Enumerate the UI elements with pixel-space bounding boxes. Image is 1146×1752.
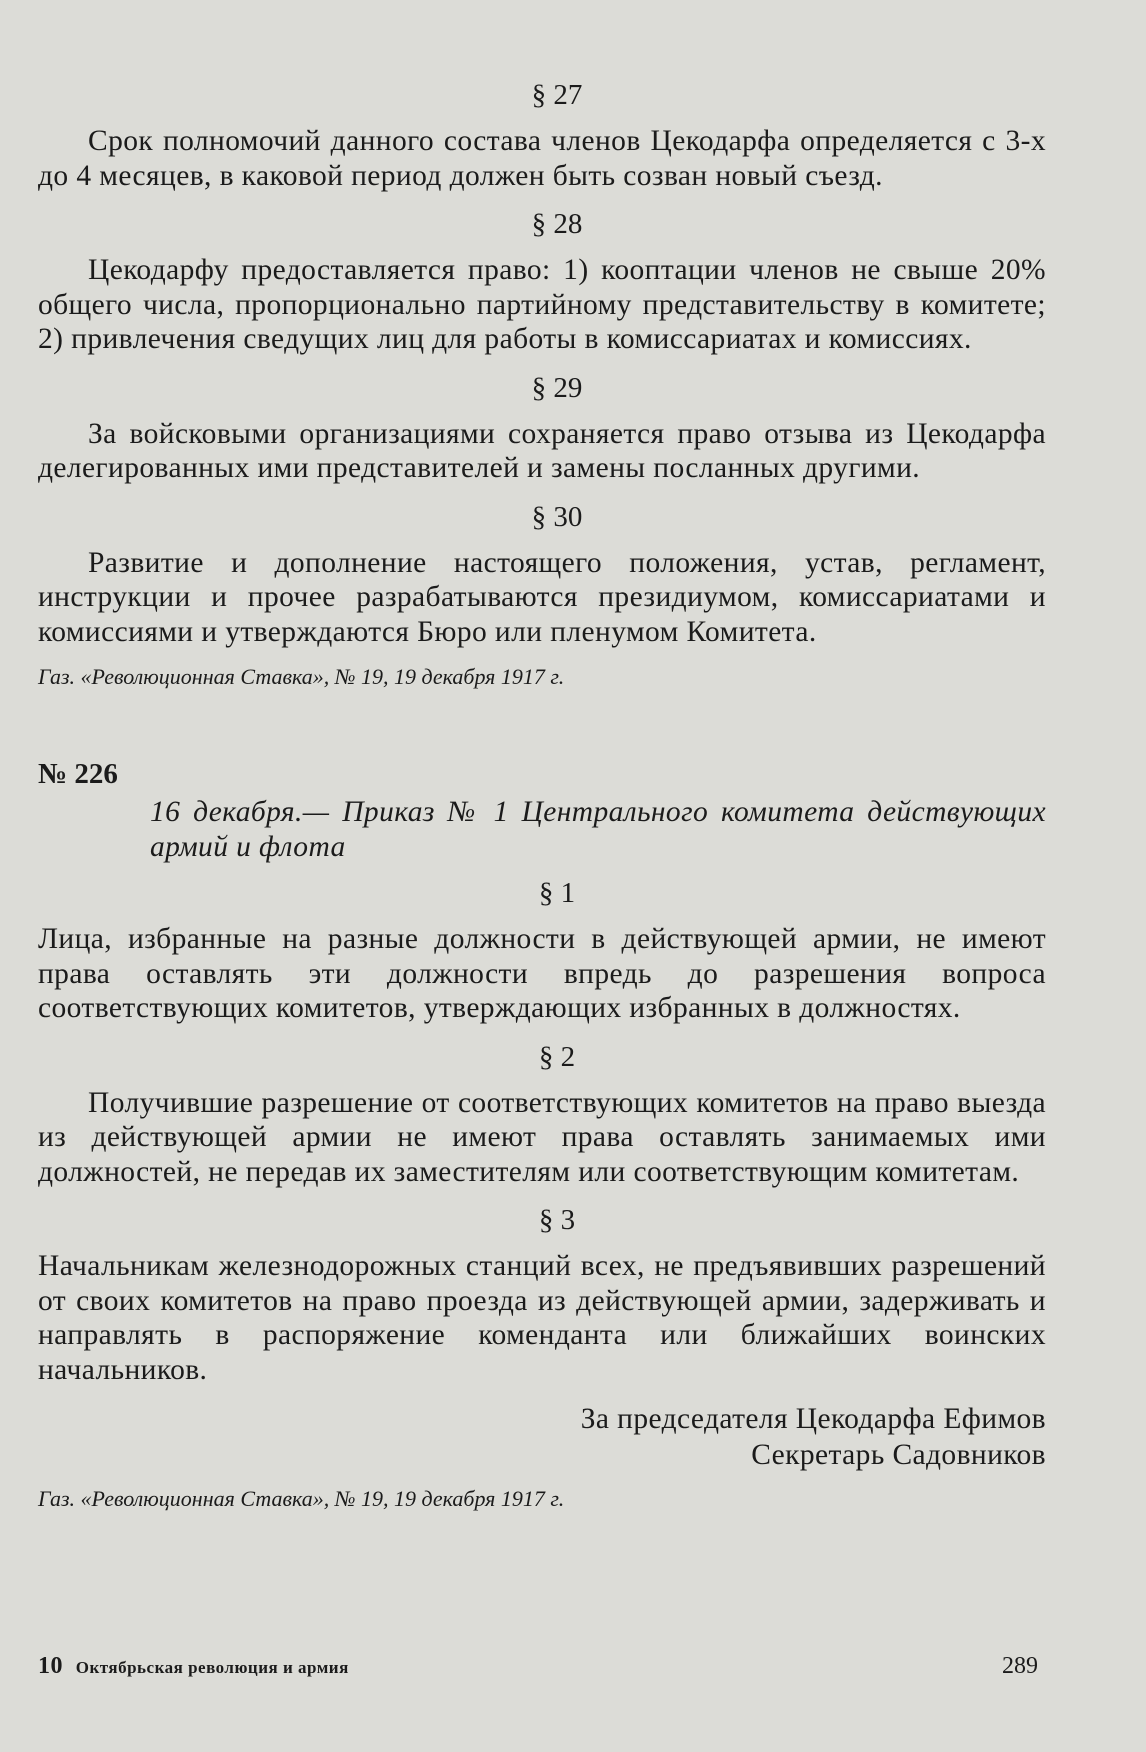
book-title: Октябрьская революция и армия [75, 1658, 349, 1677]
page-content [38, 78, 1046, 1513]
document-number: № 226 [38, 758, 118, 790]
section-27-text: Срок полномочий данного состава членов Цекодарфа определяется с 3-х до 4 месяцев, в каковой период должен быть созван новый съезд. [38, 125, 1046, 192]
source-citation-2: Газ. «Революционная Ставка», № 19, 19 декабря 1917 г. [38, 1486, 565, 1511]
source-citation-1: Газ. «Революционная Ставка», № 19, 19 декабря 1917 г. [38, 664, 565, 689]
section-30-text: Развитие и дополнение настоящего положения, устав, регламент, инструкции и прочее разрабатываются президиумом, комиссариатами и комиссиями и утверждаются Бюро или пленумом Комитета. [38, 546, 1046, 648]
footer-book-info [38, 1653, 349, 1680]
section-29-heading: § 29 [531, 371, 583, 404]
doc-section-3-heading: § 3 [538, 1204, 576, 1236]
page-footer [38, 1653, 1046, 1680]
doc-section-2-text: Получившие разрешение от соответствующих комитетов на право выезда из действующей армии не имеют права оставлять занимаемых ими должностей, не передав их заместителям или соответствующим комитетам. [38, 1086, 1046, 1188]
section-30-heading: § 30 [531, 500, 583, 533]
signature-chairman: За председателя Цекодарфа Ефимов [580, 1403, 1046, 1435]
doc-section-1-heading: § 1 [538, 877, 576, 909]
section-28-text: Цекодарфу предоставляется право: 1) кооптации членов не свыше 20% общего числа, пропорционально партийному представительству в комитете; 2) привлечения сведущих лиц для работы в комиссариатах и комиссиях. [38, 254, 1046, 355]
signature-mark: 10 [38, 1653, 63, 1679]
section-27-heading: § 27 [531, 79, 583, 111]
doc-section-2-heading: § 2 [538, 1040, 576, 1073]
doc-section-1-text: Лица, избранные на разные должности в действующей армии, не имеют права оставлять эти должности впредь до разрешения вопроса соответствующих комитетов, утверждающих избранных в должностях. [38, 923, 1046, 1024]
section-29-text: За войсковыми организациями сохраняется право отзыва из Цекодарфа делегированных ими представителей и замены посланных другими. [38, 417, 1046, 484]
signature-secretary: Секретарь Садовников [751, 1439, 1046, 1471]
document-title: 16 декабря.— Приказ № 1 Центрального комитета действующих армий и флота [150, 796, 1046, 863]
page-number: 289 [1002, 1653, 1038, 1679]
signatures [38, 1401, 1046, 1473]
section-28-heading: § 28 [531, 208, 583, 240]
doc-section-3-text: Начальникам железнодорожных станций всех, не предъявивших разрешений от своих комитетов на право проезда из действующей армии, задерживать и направлять в распоряжение коменданта или ближайших воинских начальников. [38, 1250, 1046, 1386]
